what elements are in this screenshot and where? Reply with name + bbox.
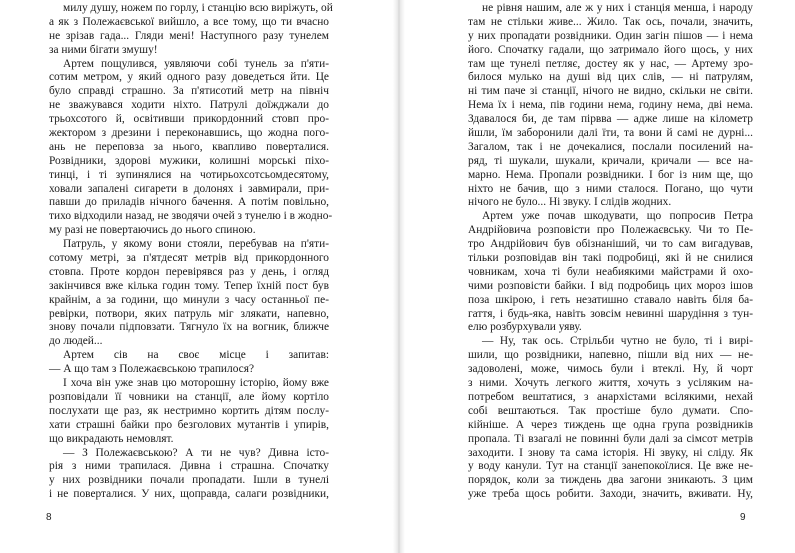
text-line: тро Андрійович був обізнаніший, чи то сам вигадував, bbox=[468, 238, 753, 251]
text-line: — З Полежаєвською? А ти не чув? Дивна істо- bbox=[63, 446, 329, 459]
paragraph bbox=[49, 57, 333, 239]
text-line: ань не переповза за нього, квапливо поверталися. bbox=[49, 140, 329, 153]
book-gutter bbox=[393, 0, 405, 553]
right-page-number: 9 bbox=[740, 512, 746, 523]
text-line: елю розбурхували уяву. bbox=[468, 321, 582, 334]
text-line: а як з Полежаєвської вийшло, а все тому, що ти вчасно bbox=[49, 15, 329, 28]
text-line: не зважувався ходити ніхто. Патрулі доїжджали до bbox=[49, 99, 329, 112]
left-page bbox=[0, 0, 393, 553]
right-page bbox=[405, 0, 795, 553]
text-line: закінчився вже кілька годин тому. Тепер їхній пост був bbox=[49, 279, 329, 292]
text-line: послухати ще раз, як нестримно кортить дітям послу- bbox=[49, 404, 329, 417]
text-line: човникам, хоча ті були неабиякими майстрами й охо- bbox=[468, 265, 753, 278]
text-line: чими розповісти байки. І від подробиць цих мороз ішов bbox=[468, 279, 753, 292]
text-line: не зрізав гада... Гляди мені! Наступного разу тунелем bbox=[49, 29, 329, 42]
text-line: павши до приладів нічного бачення. А потім повільно, bbox=[49, 196, 329, 209]
text-line: Загалом, так і не дочекалися, послали посилений на- bbox=[468, 140, 753, 153]
text-line: ряд, ті шукали, шукали, кричали, кричали — все на- bbox=[468, 154, 753, 167]
text-line: його. Спочатку гадали, що затримало його щось, у них bbox=[468, 43, 753, 56]
text-line: жектором з дрезини і переконавшись, що жодна пого- bbox=[49, 127, 329, 140]
text-line: порядок, коли за тиждень два загони зникають. З цим bbox=[468, 474, 753, 487]
text-line: тинці, і ті зупинялися на чотирьохсотсьомдесятому, bbox=[49, 168, 329, 181]
text-line: крайнім, а за години, що минули з часу останньої пе- bbox=[49, 293, 329, 306]
text-line: Артем сів на своє місце і запитав: bbox=[63, 349, 329, 362]
text-line: собі вештаються. Так простіше було думати. Спо- bbox=[468, 404, 753, 417]
text-line: сотим метром, у який одного разу доведеться йти. Це bbox=[49, 71, 329, 84]
text-line: до людей... bbox=[49, 335, 103, 348]
text-line: розповідали її човники на станції, але йому кортіло bbox=[49, 390, 329, 403]
text-line: трьохсотого й, освітивши прикордонний стовп про- bbox=[49, 113, 329, 126]
text-line: потребом вештатися, з анархістами всілякими, нехай bbox=[468, 390, 753, 403]
text-line: гаття, і будь-яка, навіть зовсім невинні шарудіння з тун- bbox=[468, 307, 753, 320]
text-line: і не поверталися. У них, щоправда, салаги розвідники, bbox=[49, 488, 329, 501]
text-line: у воду канули. Тут на станції занепокоїлися. Це вже не- bbox=[468, 460, 753, 473]
paragraph bbox=[468, 210, 753, 335]
text-line: Здавалося би, де там пірвва — адже лише на кілометр bbox=[468, 113, 753, 126]
text-line: у них пропадати розвідники. Один загін пішов — і нема bbox=[468, 29, 753, 42]
left-page-number: 8 bbox=[46, 512, 52, 523]
text-line: Нема їх і нема, пів години нема, годину нема, дві нема. bbox=[468, 99, 753, 112]
text-line: билося мулько на душі від цих слів, — ні патрулям, bbox=[468, 71, 753, 84]
text-line: Розвідники, здорові мужики, колишні морські піхо- bbox=[49, 154, 329, 167]
text-line: заходити. І знову та сама історія. Ні звуку, ні сліду. Як bbox=[468, 446, 753, 459]
text-line: Андрійовича розповісти про Полежаєвську. Чи то Пе- bbox=[468, 224, 753, 237]
text-line: Артем пощулився, уявляючи собі тунель за п'яти- bbox=[63, 57, 329, 70]
text-line: І хоча він уже знав цю моторошну історію, йому вже bbox=[63, 377, 329, 390]
text-line: не рівня нашим, але ж у них і станція менша, і народу bbox=[482, 2, 753, 14]
paragraph bbox=[49, 2, 333, 58]
text-line: поза шкірою, і геть незатишно ставало навіть біля ба- bbox=[468, 293, 753, 306]
text-line: знову почали підповзати. Тягнуло їх на вогник, ближче bbox=[49, 321, 329, 334]
text-line: з ними. Хочуть легкого життя, хочуть з усіляким на- bbox=[468, 377, 753, 390]
text-line: що викрадають немовлят. bbox=[49, 432, 174, 445]
text-line: пропала. Ті взагалі не повинні були далі за сімсот метрів bbox=[468, 432, 753, 445]
text-line: уже треба щось робити. Заходи, значить, вживати. Ну, bbox=[468, 488, 753, 501]
text-line: там ще тунелі петляє, достеу як у нас, — Артему зро- bbox=[468, 57, 753, 70]
paragraph bbox=[468, 2, 753, 210]
text-line: — А що там з Полежаєвською трапилося? bbox=[49, 363, 255, 376]
text-line: йшли, їм заборонили далі їти, та вони й самі не дурні... bbox=[468, 127, 753, 140]
right-text-column bbox=[468, 2, 753, 502]
text-line: було справді страшно. За п'ятисотий метр на північ bbox=[49, 85, 329, 98]
text-line: задоволені, може, чимось були і втеклі. Ну, й чорт bbox=[468, 363, 753, 376]
text-line: ревірки, потвори, яких патруль міг злякати, напевно, bbox=[49, 307, 329, 320]
paragraph bbox=[49, 377, 329, 446]
text-line: стовпа. Проте кордон перевірявся раз у день, і огляд bbox=[49, 265, 329, 278]
text-line: ні тим паче зі станції, нічого не видно, скільки не світи. bbox=[468, 85, 753, 98]
paragraph bbox=[49, 447, 329, 503]
text-line: у них розвідники почали пропадати. Ішли в тунелі bbox=[49, 474, 329, 487]
text-line: рія з ними трапилася. Дивна і страшна. Спочатку bbox=[49, 460, 329, 473]
paragraph bbox=[49, 238, 329, 349]
text-line: ніхто не бачив, що з ними сталося. Погано, що чути bbox=[468, 182, 753, 195]
text-line: сотому метрі, за п'ятдесят метрів від прикордонного bbox=[49, 252, 329, 265]
text-line: хати страшні байки про безголових мутантів і упирів, bbox=[49, 418, 329, 431]
text-line: — Ну, так ось. Стрільби чутно не було, ті і вирі- bbox=[482, 335, 753, 348]
text-line: там не стільки живе... Жило. Так ось, почали, значить, bbox=[468, 15, 753, 28]
text-line: тихо відходили назад, не зводячи очей з тунелю і в жодно- bbox=[49, 210, 333, 223]
text-line: ховали запалені сигарети в долонях і завмирали, при- bbox=[49, 182, 329, 195]
text-line: милу душу, ножем по горлу, і станцію всю виріжуть, ой bbox=[63, 2, 333, 14]
text-line: шили, що розвідники, напевно, пішли від них — не- bbox=[468, 349, 753, 362]
text-line: марно. Нема. Пропали розвідники. І бог із ним ще, що bbox=[468, 168, 753, 181]
paragraph bbox=[49, 349, 329, 377]
left-text-column bbox=[49, 2, 333, 502]
text-line: кійніше. А через тиждень ще одна група розвідників bbox=[468, 418, 753, 431]
text-line: Патруль, у якому вони стояли, перебував на п'яти- bbox=[63, 238, 329, 251]
text-line: му разі не повертаючись до нього спиною. bbox=[49, 224, 256, 237]
text-line: Артем уже почав шкодувати, що попросив Петра bbox=[482, 210, 753, 223]
text-line: за ними бігати змушу! bbox=[49, 43, 158, 56]
text-line: нічого не було... Ні звуку. І слідів жодних. bbox=[468, 196, 672, 209]
text-line: тільки розповідав він такі подробиці, які й не снилися bbox=[468, 252, 753, 265]
paragraph bbox=[468, 335, 753, 502]
